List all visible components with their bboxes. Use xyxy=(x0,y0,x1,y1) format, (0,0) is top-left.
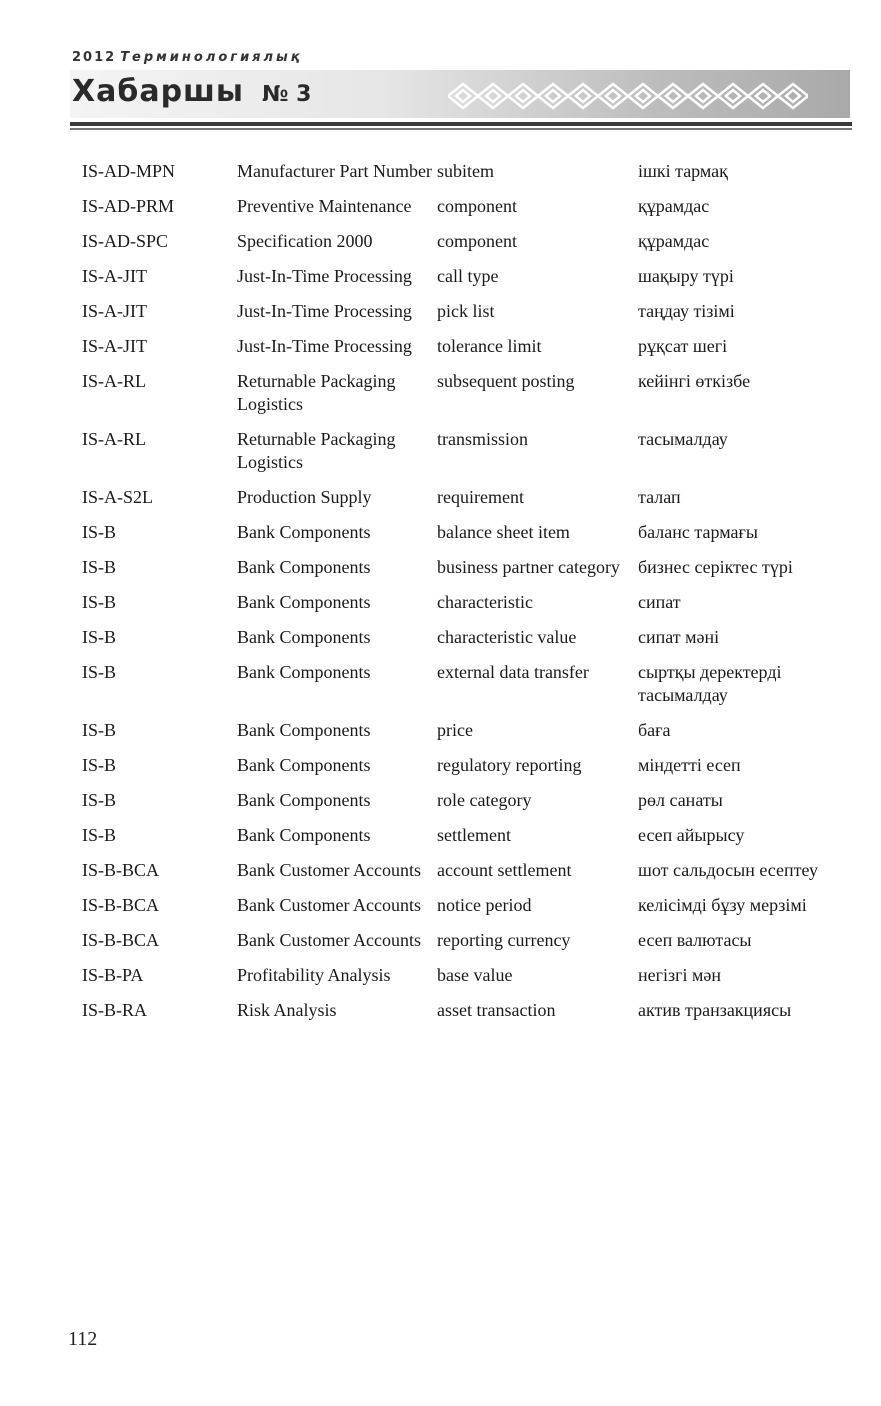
table-row xyxy=(82,894,842,929)
cell-area: Bank Components xyxy=(237,825,371,845)
cell-code: IS-B xyxy=(82,557,117,577)
cell-translation: міндетті есеп xyxy=(638,755,741,775)
cell-area: Returnable Packaging Logistics xyxy=(237,429,396,472)
cell-translation: баға xyxy=(638,720,671,740)
cell-code: IS-A-JIT xyxy=(82,336,147,356)
cell-area: Bank Customer Accounts xyxy=(237,860,421,880)
cell-translation: келісімді бұзу мерзімі xyxy=(638,895,807,915)
cell-area: Bank Components xyxy=(237,522,371,542)
cell-term: transmission xyxy=(437,429,529,449)
cell-term: account settlement xyxy=(437,860,572,880)
table-row xyxy=(82,754,842,789)
cell-term: component xyxy=(437,231,517,251)
cell-term: asset transaction xyxy=(437,1000,556,1020)
cell-code: IS-B xyxy=(82,790,117,810)
cell-area: Risk Analysis xyxy=(237,1000,337,1020)
table-row xyxy=(82,626,842,661)
page-header xyxy=(0,0,881,140)
cell-translation: таңдау тізімі xyxy=(638,301,735,321)
cell-code: IS-B xyxy=(82,522,117,542)
cell-area: Manufacturer Part Number xyxy=(237,161,432,181)
header-issue: № 3 xyxy=(262,82,312,107)
cell-code: IS-B-BCA xyxy=(82,895,160,915)
table-row xyxy=(82,556,842,591)
cell-translation: талап xyxy=(638,487,681,507)
cell-translation: баланс тармағы xyxy=(638,522,758,542)
page-number: 112 xyxy=(68,1328,98,1350)
cell-translation: тасымалдау xyxy=(638,429,728,449)
cell-code: IS-AD-MPN xyxy=(82,161,176,181)
cell-code: IS-AD-SPC xyxy=(82,231,169,251)
table-row xyxy=(82,824,842,859)
table-row xyxy=(82,370,842,428)
cell-translation: кейінгі өткізбе xyxy=(638,371,751,391)
cell-code: IS-B-PA xyxy=(82,965,144,985)
cell-term: characteristic value xyxy=(437,627,577,647)
cell-code: IS-B xyxy=(82,627,117,647)
cell-translation: есеп валютасы xyxy=(638,930,752,950)
cell-area: Preventive Maintenance xyxy=(237,196,412,216)
cell-area: Bank Components xyxy=(237,662,371,682)
cell-code: IS-B xyxy=(82,825,117,845)
cell-code: IS-B-BCA xyxy=(82,860,160,880)
cell-term: component xyxy=(437,196,517,216)
cell-area: Bank Components xyxy=(237,557,371,577)
cell-area: Just-In-Time Processing xyxy=(237,336,412,356)
cell-term: pick list xyxy=(437,301,495,321)
cell-translation: есеп айырысу xyxy=(638,825,745,845)
cell-term: call type xyxy=(437,266,499,286)
table-row xyxy=(82,230,842,265)
cell-term: notice period xyxy=(437,895,532,915)
cell-area: Bank Components xyxy=(237,592,371,612)
cell-area: Bank Customer Accounts xyxy=(237,895,421,915)
cell-term: subitem xyxy=(437,161,494,181)
header-subtitle: Терминологиялық xyxy=(120,50,303,65)
header-year: 2012 xyxy=(72,50,117,65)
cell-area: Returnable Packaging Logistics xyxy=(237,371,396,414)
cell-area: Just-In-Time Processing xyxy=(237,266,412,286)
terms-table xyxy=(82,160,842,1034)
cell-term: settlement xyxy=(437,825,511,845)
table-row xyxy=(82,195,842,230)
cell-translation: сипат мәні xyxy=(638,627,720,647)
cell-term: base value xyxy=(437,965,513,985)
cell-code: IS-A-S2L xyxy=(82,487,153,507)
ornament-icon xyxy=(448,76,808,116)
table-row xyxy=(82,428,842,486)
cell-area: Bank Components xyxy=(237,627,371,647)
cell-translation: сыртқы деректерді тасымалдау xyxy=(638,662,782,705)
cell-code: IS-A-RL xyxy=(82,429,146,449)
table-row xyxy=(82,789,842,824)
terms-table-body xyxy=(82,160,842,1034)
cell-code: IS-AD-PRM xyxy=(82,196,175,216)
table-row xyxy=(82,999,842,1034)
cell-term: tolerance limit xyxy=(437,336,542,356)
cell-area: Bank Components xyxy=(237,755,371,775)
header-title: Хабаршы xyxy=(72,74,245,109)
cell-translation: құрамдас xyxy=(638,231,710,251)
table-row xyxy=(82,160,842,195)
cell-code: IS-B-BCA xyxy=(82,930,160,950)
header-year-line xyxy=(72,50,303,65)
cell-term: characteristic xyxy=(437,592,533,612)
cell-term: external data transfer xyxy=(437,662,589,682)
cell-code: IS-B-RA xyxy=(82,1000,148,1020)
cell-code: IS-B xyxy=(82,592,117,612)
cell-area: Production Supply xyxy=(237,487,372,507)
table-row xyxy=(82,265,842,300)
cell-translation: рөл санаты xyxy=(638,790,723,810)
cell-term: role category xyxy=(437,790,532,810)
header-rule-thick xyxy=(70,122,852,126)
table-row xyxy=(82,964,842,999)
cell-translation: сипат xyxy=(638,592,681,612)
cell-translation: шот сальдосын есептеу xyxy=(638,860,819,880)
cell-term: price xyxy=(437,720,473,740)
cell-area: Bank Customer Accounts xyxy=(237,930,421,950)
cell-area: Bank Components xyxy=(237,720,371,740)
cell-term: requirement xyxy=(437,487,524,507)
table-row xyxy=(82,521,842,556)
cell-translation: бизнес серіктес түрі xyxy=(638,557,793,577)
table-row xyxy=(82,929,842,964)
cell-area: Profitability Analysis xyxy=(237,965,391,985)
table-row xyxy=(82,859,842,894)
table-row xyxy=(82,335,842,370)
header-rule-thin xyxy=(70,128,852,130)
cell-code: IS-B xyxy=(82,755,117,775)
cell-code: IS-A-JIT xyxy=(82,266,147,286)
cell-translation: негізгі мән xyxy=(638,965,722,985)
table-row xyxy=(82,661,842,719)
cell-term: balance sheet item xyxy=(437,522,570,542)
cell-area: Just-In-Time Processing xyxy=(237,301,412,321)
cell-term: subsequent posting xyxy=(437,371,575,391)
cell-code: IS-A-RL xyxy=(82,371,146,391)
cell-translation: шақыру түрі xyxy=(638,266,734,286)
cell-code: IS-A-JIT xyxy=(82,301,147,321)
cell-translation: ішкі тармақ xyxy=(638,161,728,181)
table-row xyxy=(82,719,842,754)
cell-term: reporting currency xyxy=(437,930,571,950)
table-row xyxy=(82,591,842,626)
cell-area: Specification 2000 xyxy=(237,231,373,251)
table-row xyxy=(82,300,842,335)
cell-code: IS-B xyxy=(82,662,117,682)
cell-term: business partner category xyxy=(437,557,620,577)
cell-translation: рұқсат шегі xyxy=(638,336,728,356)
cell-code: IS-B xyxy=(82,720,117,740)
cell-area: Bank Components xyxy=(237,790,371,810)
cell-translation: құрамдас xyxy=(638,196,710,216)
cell-term: regulatory reporting xyxy=(437,755,582,775)
cell-translation: актив транзакциясы xyxy=(638,1000,792,1020)
table-row xyxy=(82,486,842,521)
